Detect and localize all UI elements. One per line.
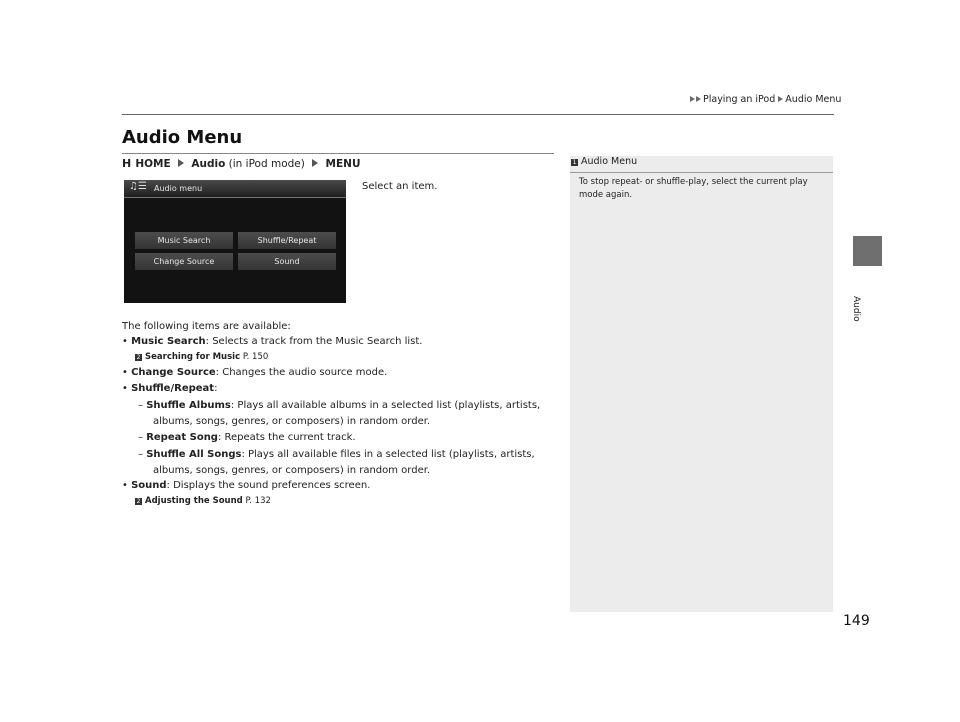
reference-link-searching[interactable]: 2 Searching for Music P. 150 [136,352,269,362]
change-source-button[interactable]: Change Source [135,253,233,270]
sub-item-shuffle-all-cont: albums, songs, genres, or composers) in random order. [153,465,431,476]
sub-item-shuffle-albums-cont: albums, songs, genres, or composers) in random order. [153,416,431,427]
path-mode: (in iPod mode) [228,158,305,170]
list-item-music-search: • Music Search: Selects a track from the Music Search list. [122,336,423,347]
sub-item-repeat-song: – Repeat Song: Repeats the current track. [138,432,356,443]
page-number: 149 [843,613,870,629]
intro-text: The following items are available: [122,321,291,332]
breadcrumb [690,94,841,105]
music-list-icon: ♫☰ [129,181,147,192]
screen-header [124,180,346,198]
chapter-tab-label: Audio [851,296,861,322]
arrow-icon [690,96,695,102]
sound-button[interactable]: Sound [238,253,336,270]
note-divider [570,172,833,173]
home-icon: H [122,157,132,170]
header-divider [122,114,834,115]
page-title: Audio Menu [122,127,243,148]
list-item-sound: • Sound: Displays the sound preferences screen. [122,480,371,491]
sub-item-shuffle-albums: – Shuffle Albums: Plays all available albums in a selected list (playlists, artists, [138,400,541,411]
note-title: 1 Audio Menu [572,156,638,167]
path-audio: Audio [191,158,226,170]
list-item-shuffle-repeat: • Shuffle/Repeat: [122,383,218,394]
title-divider [122,153,554,154]
arrow-icon [778,96,783,102]
note-panel [570,156,833,612]
note-number-icon: 1 [572,159,577,166]
path-home: HOME [135,158,171,170]
arrow-icon [312,159,318,167]
path-menu: MENU [325,158,361,170]
arrow-icon [696,96,701,102]
list-item-change-source: • Change Source: Changes the audio source mode. [122,367,388,378]
audio-menu-screen [124,180,346,303]
breadcrumb-section[interactable]: Playing an iPod [703,94,776,105]
reference-link-sound[interactable]: 2 Adjusting the Sound P. 132 [136,496,271,506]
reference-icon: 2 [136,354,141,361]
note-body: To stop repeat- or shuffle-play, select the current play mode again. [579,177,808,200]
menu-path [122,157,360,170]
breadcrumb-page[interactable]: Audio Menu [785,94,842,105]
reference-icon: 2 [136,498,141,505]
chapter-tab [853,236,882,266]
instruction-text: Select an item. [362,181,438,192]
arrow-icon [178,159,184,167]
music-search-button[interactable]: Music Search [135,232,233,249]
sub-item-shuffle-all: – Shuffle All Songs: Plays all available files in a selected list (playlists, artists, [138,449,535,460]
screen-title: Audio menu [154,184,203,193]
shuffle-repeat-button[interactable]: Shuffle/Repeat [238,232,336,249]
